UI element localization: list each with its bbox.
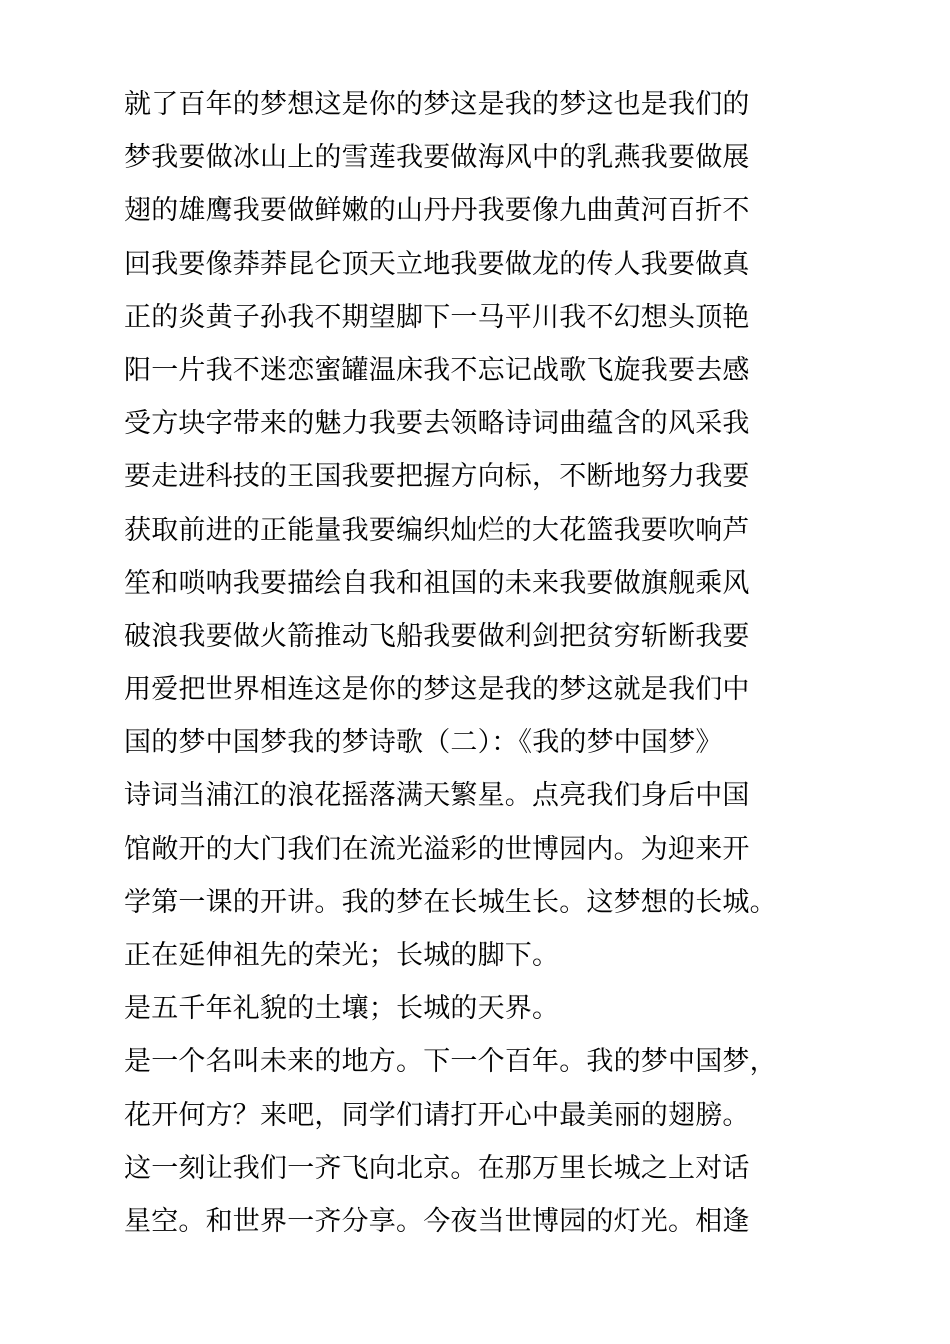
text-line: 是五千年礼貌的土壤；长城的天界。: [124, 993, 560, 1025]
text-line: 翅的雄鹰我要做鲜嫩的山丹丹我要像九曲黄河百折不: [124, 195, 750, 227]
text-line: 获取前进的正能量我要编织灿烂的大花篮我要吹响芦: [124, 514, 750, 546]
text-line: 用爱把世界相连这是你的梦这是我的梦这就是我们中: [124, 674, 750, 706]
text-line: 是一个名叫未来的地方。下一个百年。我的梦中国梦，: [124, 1046, 777, 1078]
text-line: 学第一课的开讲。我的梦在长城生长。这梦想的长城。: [124, 886, 777, 918]
text-line: 正在延伸祖先的荣光；长城的脚下。: [124, 940, 560, 971]
text-line: 笙和唢呐我要描绘自我和祖国的未来我要做旗舰乘风: [124, 567, 750, 599]
text-line: 受方块字带来的魅力我要去领略诗词曲蕴含的风采我: [124, 408, 750, 440]
text-line: 诗词当浦江的浪花摇落满天繁星。点亮我们身后中国: [124, 780, 750, 812]
text-line: 就了百年的梦想这是你的梦这是我的梦这也是我们的: [124, 89, 750, 120]
text-line: 馆敞开的大门我们在流光溢彩的世博园内。为迎来开: [124, 833, 750, 865]
text-line: 阳一片我不迷恋蜜罐温床我不忘记战歌飞旋我要去感: [124, 354, 750, 386]
text-line: 回我要像莽莽昆仑顶天立地我要做龙的传人我要做真: [124, 248, 750, 280]
text-line: 要走进科技的王国我要把握方向标，不断地努力我要: [124, 461, 750, 493]
text-line: 破浪我要做火箭推动飞船我要做利剑把贫穷斩断我要: [124, 620, 750, 652]
text-line: 这一刻让我们一齐飞向北京。在那万里长城之上对话: [124, 1152, 750, 1184]
text-line: 梦我要做冰山上的雪莲我要做海风中的乳燕我要做展: [124, 142, 750, 174]
text-line: 花开何方？来吧，同学们请打开心中最美丽的翅膀。: [124, 1099, 750, 1131]
text-line: 正的炎黄子孙我不期望脚下一马平川我不幻想头顶艳: [124, 301, 750, 333]
body-text: [124, 78, 824, 1248]
text-line: 国的梦中国梦我的梦诗歌（二）：《我的梦中国梦》: [124, 727, 723, 759]
text-line: 星空。和世界一齐分享。今夜当世博园的灯光。相逢: [124, 1205, 750, 1237]
